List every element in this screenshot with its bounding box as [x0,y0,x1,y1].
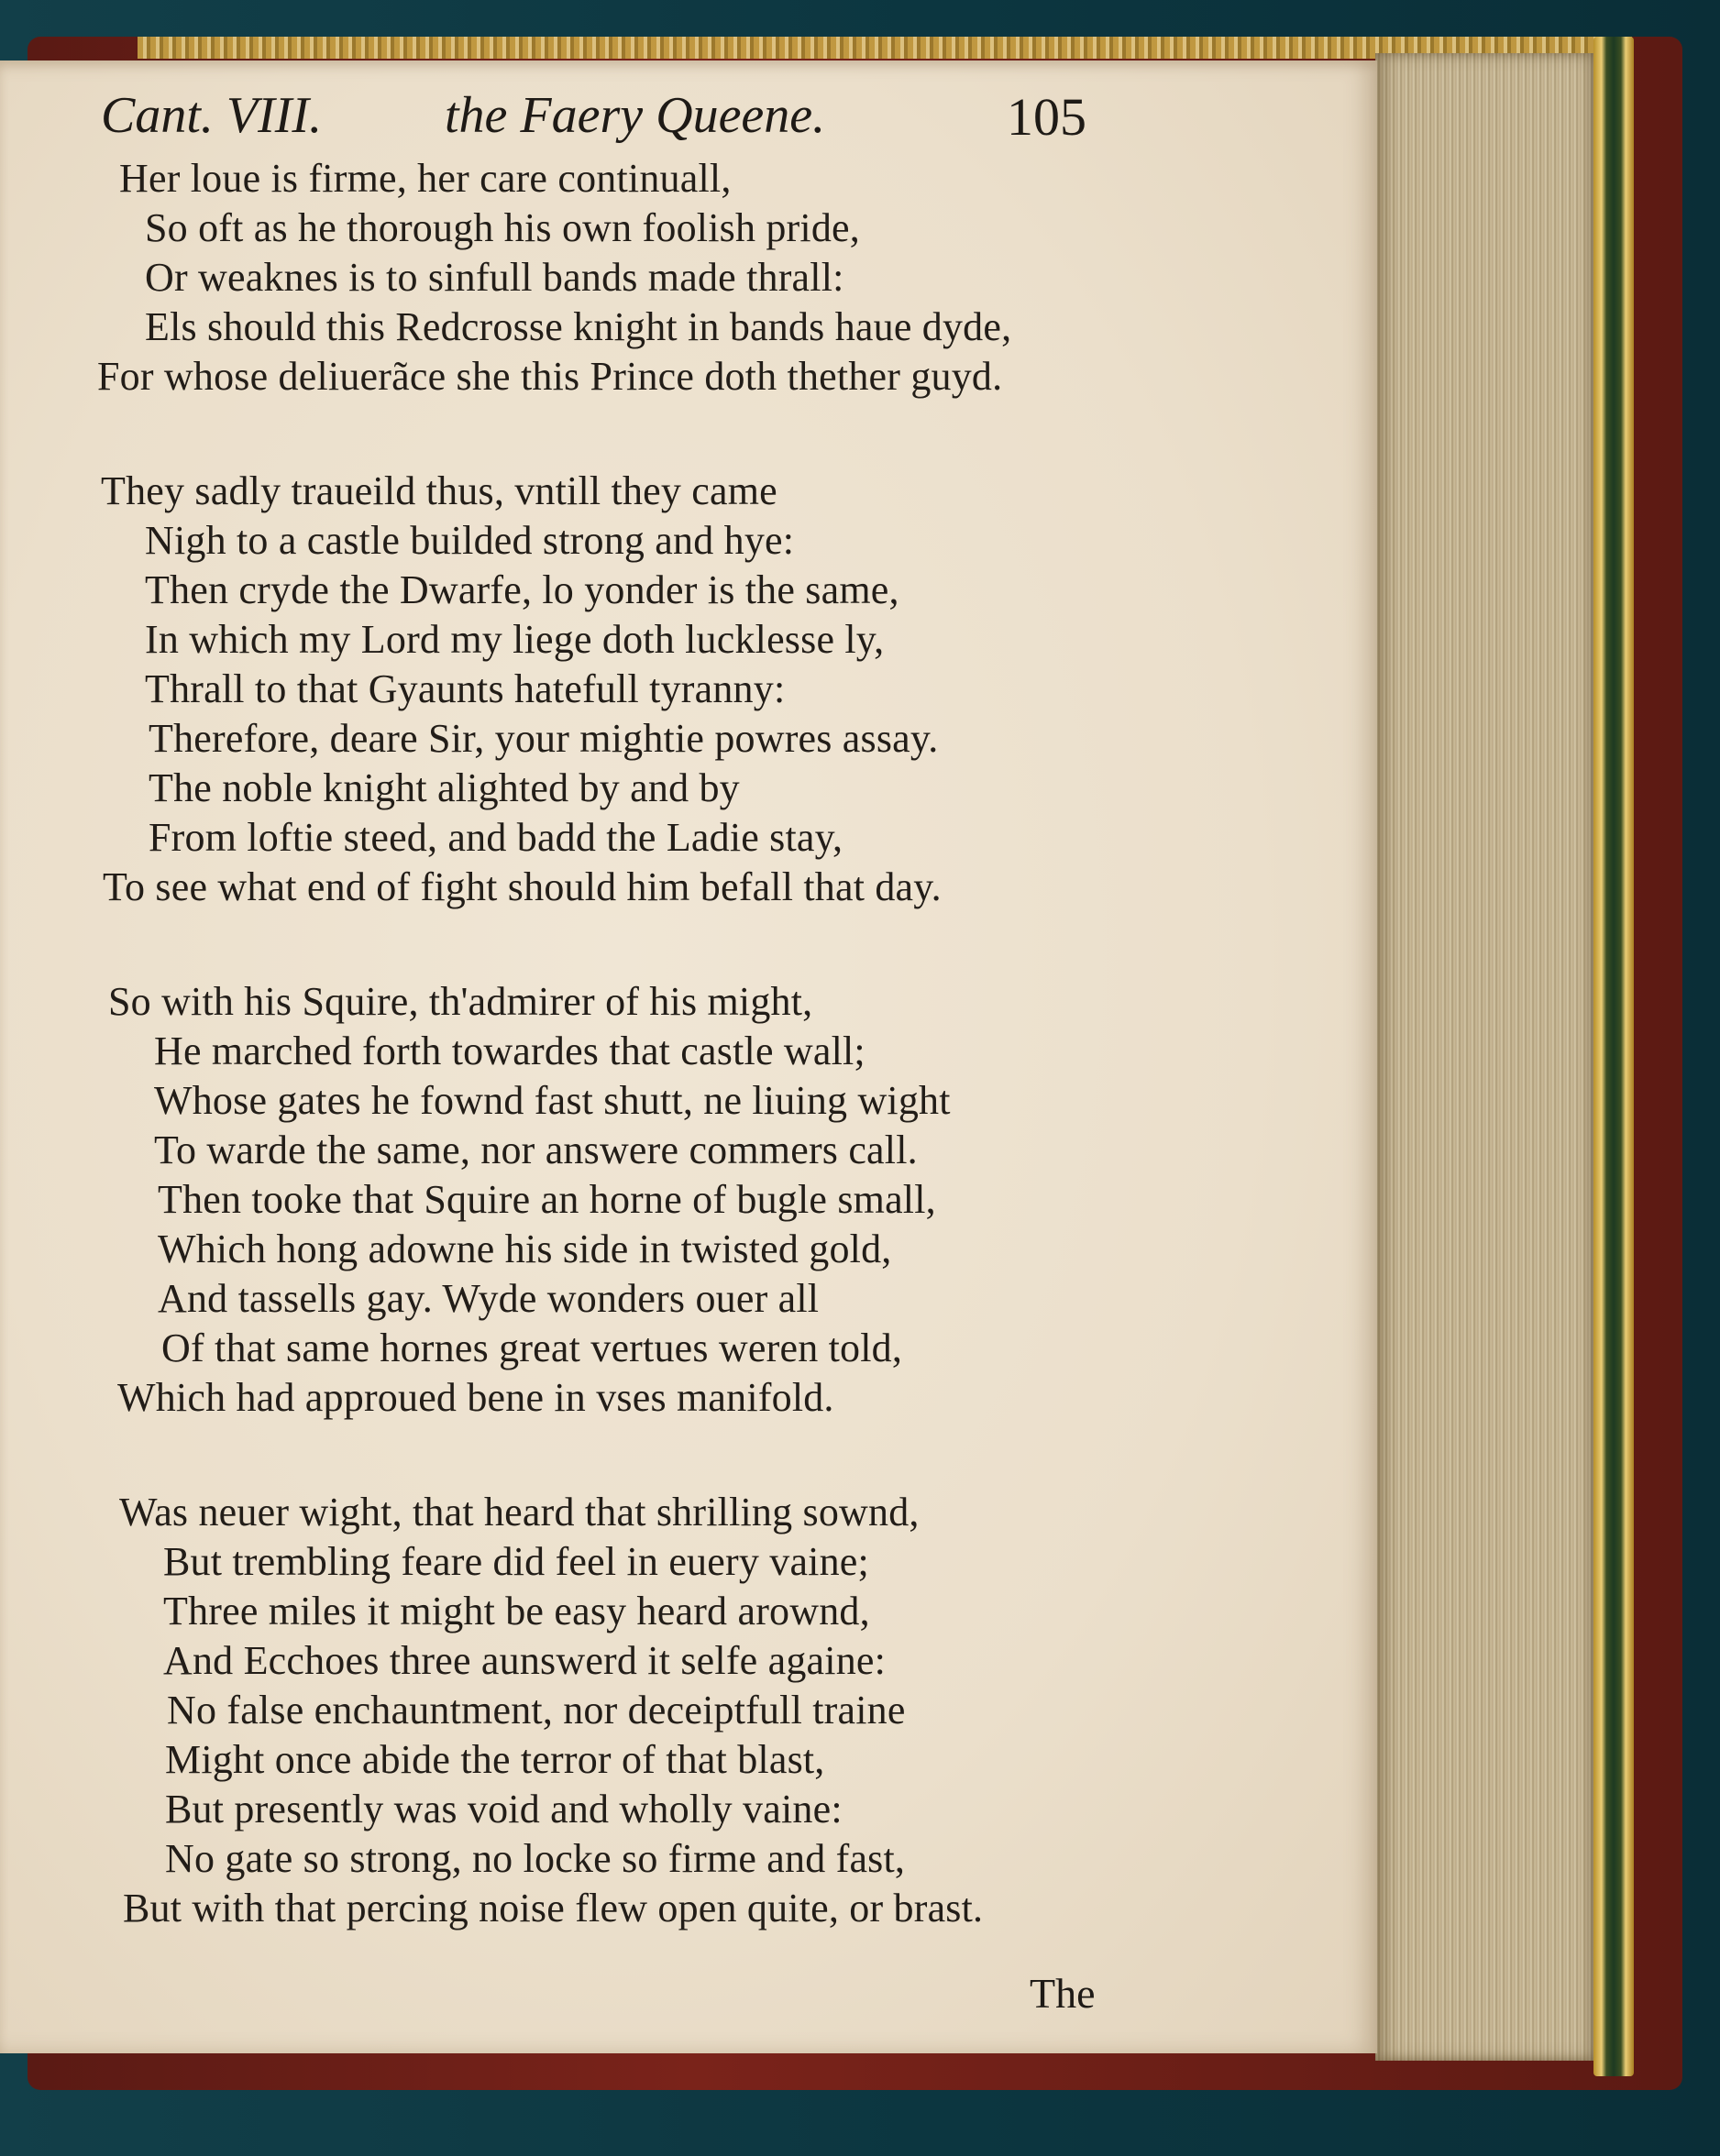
page-number: 105 [1007,87,1086,147]
running-head [0,73,1377,147]
verse-line: So oft as he thorough his own foolish pride, [145,205,860,250]
verse-line: Therefore, deare Sir, your mightie powres assay. [149,716,939,761]
verse-line: From loftie steed, and badd the Ladie stay, [149,815,843,860]
verse-line: The noble knight alighted by and by [149,765,740,810]
verse-line: For whose deliuerãce she this Prince doth thether guyd. [97,354,1003,399]
verse-line: They sadly traueild thus, vntill they came [101,468,777,513]
verse-line: And tassells gay. Wyde wonders ouer all [158,1276,820,1321]
stanza-4 [0,1488,1377,1933]
stanza-divider [0,1423,1377,1488]
verse-line: Might once abide the terror of that blast, [165,1737,825,1782]
verse-line: Her loue is firme, her care continuall, [119,156,732,201]
verse-line: In which my Lord my liege doth lucklesse ly, [145,617,885,662]
stanza-1 [0,154,1377,402]
verse-line: Three miles it might be easy heard arownd, [163,1589,870,1634]
verse-line: So with his Squire, th'admirer of his might, [108,979,813,1024]
catchword: The [1030,1970,1096,2017]
verse-line: But presently was void and wholly vaine: [165,1787,843,1832]
verse-line: Then cryde the Dwarfe, lo yonder is the same, [145,567,899,612]
stanza-3 [0,977,1377,1423]
stanza-divider [0,402,1377,467]
page-block-edges [1375,53,1593,2061]
verse-line: But trembling feare did feel in euery vaine; [163,1539,869,1584]
canto-label: Cant. VIII. [101,87,323,144]
verse-line: Then tooke that Squire an horne of bugle small, [158,1177,936,1222]
stanza-divider [0,912,1377,977]
poem-text [0,154,1377,1933]
verse-line: Thrall to that Gyaunts hatefull tyranny: [145,666,786,711]
verse-line: No gate so strong, no locke so firme and fast, [165,1836,906,1881]
verse-line: He marched forth towardes that castle wall; [154,1028,866,1073]
gilt-fore-edge [1593,37,1634,2076]
verse-line: Nigh to a castle builded strong and hye: [145,518,795,563]
verse-line: But with that percing noise flew open quite, or brast. [123,1886,984,1930]
verse-line: And Ecchoes three aunswerd it selfe againe: [163,1638,887,1683]
verse-line: Which hong adowne his side in twisted gold, [158,1226,892,1271]
verse-line: Which had approued bene in vses manifold. [117,1375,834,1420]
stanza-2 [0,467,1377,912]
book-title: the Faery Queene. [445,87,826,144]
verse-line: To warde the same, nor answere commers call. [154,1128,918,1172]
verse-line: Els should this Redcrosse knight in bands haue dyde, [145,304,1012,349]
verse-line: Of that same hornes great vertues weren told, [161,1326,903,1370]
verse-line: Was neuer wight, that heard that shrilling sownd, [119,1490,920,1534]
verse-line: Or weaknes is to sinfull bands made thrall: [145,255,844,300]
verse-line: To see what end of fight should him befall that day. [103,864,942,909]
verse-line: Whose gates he fownd fast shutt, ne liuing wight [154,1078,951,1123]
verse-line: No false enchauntment, nor deceiptfull traine [167,1688,906,1732]
